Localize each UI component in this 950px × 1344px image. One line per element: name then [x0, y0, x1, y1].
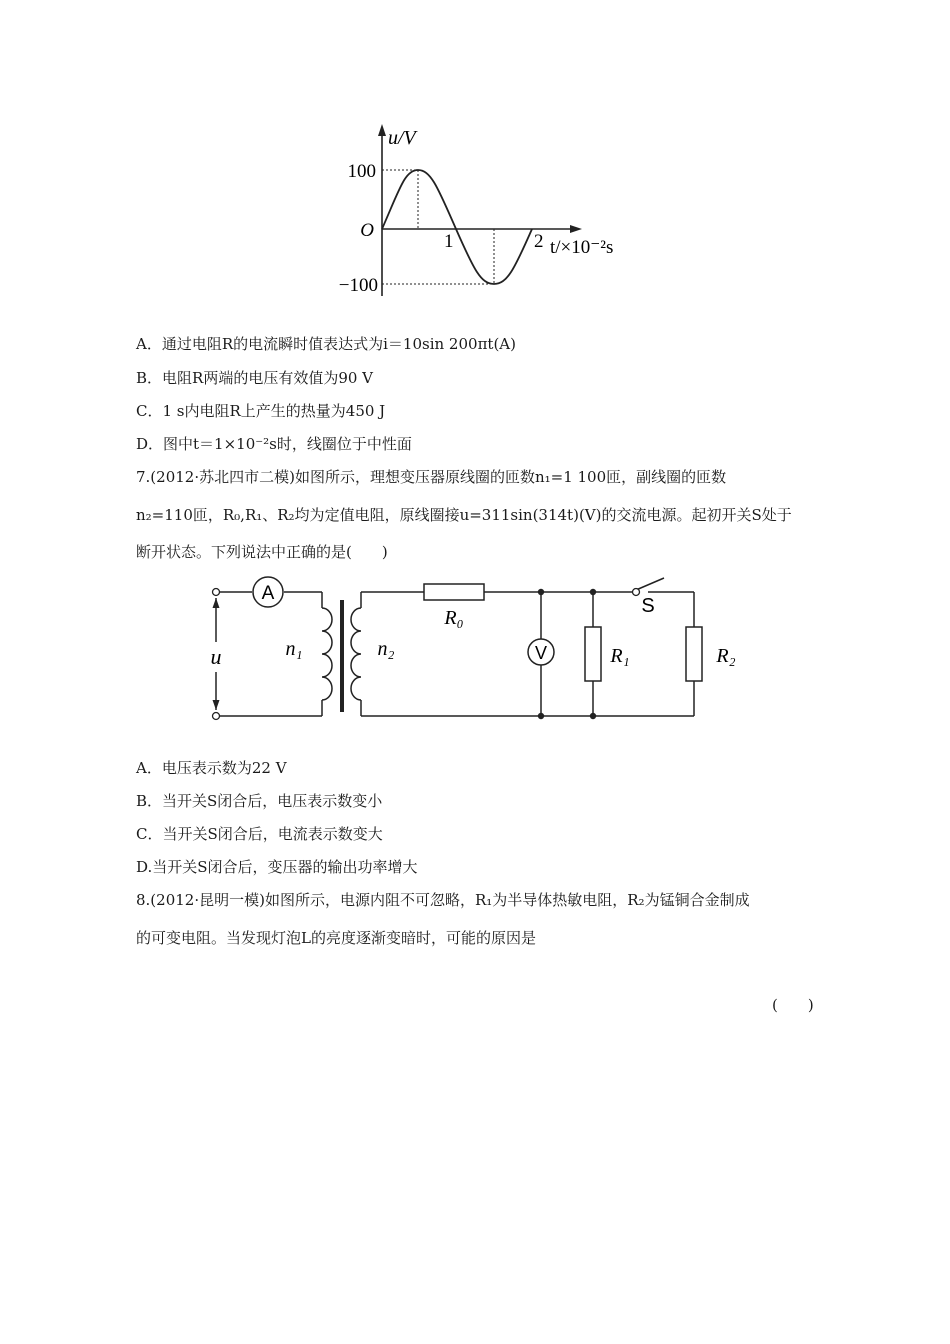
sine-curve — [382, 170, 532, 284]
x-tick-2-label: 2 — [534, 231, 544, 252]
junction-dot — [538, 713, 544, 719]
source-arrow-up — [213, 598, 220, 608]
q6-option-d: D．图中t＝1×10⁻²s时，线圈位于中性面 — [136, 435, 412, 453]
q7-stem-line3: 断开状态。下列说法中正确的是( ) — [136, 543, 388, 561]
junction-dot — [590, 589, 596, 595]
y-axis-label: u/V — [388, 127, 416, 149]
q7-option-a: A．电压表示数为22 V — [136, 759, 287, 777]
y-axis-arrow — [378, 124, 386, 136]
terminal-top — [213, 589, 220, 596]
junction-dot — [590, 713, 596, 719]
junction-dot — [538, 589, 544, 595]
y-max-label: 100 — [347, 161, 376, 182]
y-min-label: −100 — [338, 275, 378, 296]
q8-stem-line2: 的可变电阻。当发现灯泡L的亮度逐渐变暗时，可能的原因是 — [136, 929, 536, 947]
source-arrow-down — [213, 700, 220, 710]
q6-option-a: A．通过电阻R的电流瞬时值表达式为i＝10sin 200πt(A) — [136, 335, 516, 353]
switch-contact — [633, 589, 640, 596]
voltage-time-graph — [320, 118, 640, 308]
n1-label: n₁ — [285, 638, 303, 660]
primary-coil — [322, 608, 332, 700]
switch-blade — [636, 578, 664, 590]
voltmeter-label: V — [534, 643, 548, 663]
r2-label: R₂ — [716, 645, 736, 667]
origin-label: O — [360, 220, 374, 241]
q6-option-b: B．电阻R两端的电压有效值为90 V — [136, 369, 374, 387]
q8-stem-line1: 8.(2012·昆明一模)如图所示，电源内阻不可忽略，R₁为半导体热敏电阻，R₂为锰铜合金制成 — [136, 891, 750, 909]
q7-option-c: C．当开关S闭合后，电流表示数变大 — [136, 825, 383, 843]
q6-option-c: C．1 s内电阻R上产生的热量为450 J — [136, 402, 386, 420]
r1-label: R₁ — [610, 645, 630, 667]
q8-answer-bracket: ( ) — [772, 996, 814, 1014]
q7-stem-line2: n₂=110匝，R₀,R₁、R₂均为定值电阻，原线圈接u=311sin(314t)(V)的交流电源。起初开关S处于 — [136, 506, 792, 524]
source-label: u — [210, 644, 222, 669]
terminal-bottom — [213, 713, 220, 720]
n2-label: n₂ — [377, 638, 395, 660]
resistor-r0 — [424, 584, 484, 600]
t-axis-label: t/×10⁻²s — [550, 237, 614, 258]
transformer-circuit — [196, 572, 756, 732]
r0-label: R₀ — [444, 607, 464, 629]
resistor-r2 — [686, 627, 702, 681]
ammeter-label: A — [261, 583, 275, 604]
secondary-coil — [351, 608, 361, 700]
switch-label: S — [641, 595, 655, 617]
q7-option-d: D.当开关S闭合后，变压器的输出功率增大 — [136, 858, 418, 876]
x-tick-1-label: 1 — [444, 231, 454, 252]
q7-stem-line1: 7.(2012·苏北四市二模)如图所示，理想变压器原线圈的匝数n₁=1 100匝，副线圈的匝数 — [136, 468, 727, 486]
resistor-r1 — [585, 627, 601, 681]
t-axis-arrow — [570, 225, 582, 233]
q7-option-b: B．当开关S闭合后，电压表示数变小 — [136, 792, 383, 810]
